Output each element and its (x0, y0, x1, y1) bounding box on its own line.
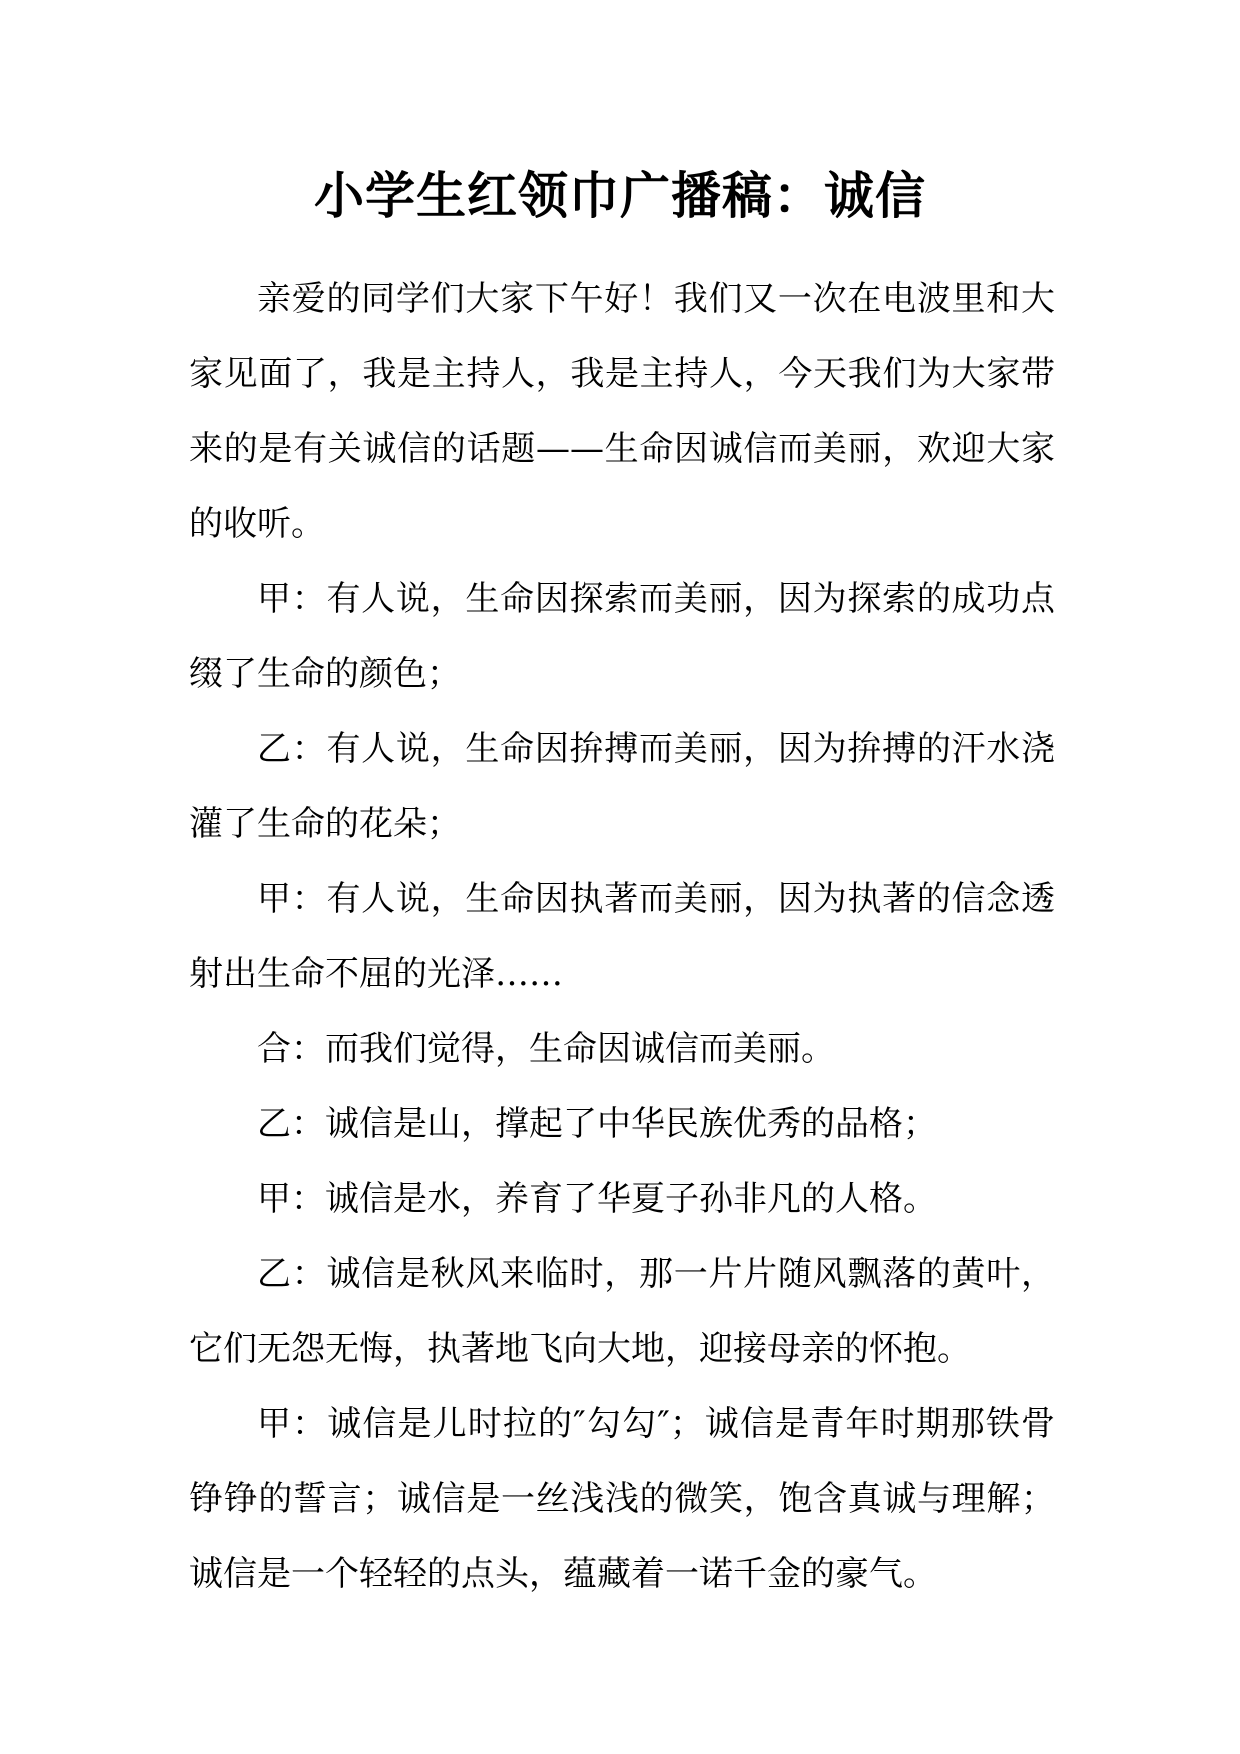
paragraph-yi-struggle: 乙：有人说，生命因拚搏而美丽，因为拚搏的汗水浇灌了生命的花朵； (189, 729, 1055, 844)
document-body (189, 262, 1055, 1612)
paragraph-yi-autumn-wind: 乙：诚信是秋风来临时，那一片片随风飘落的黄叶，它们无怨无悔，执著地飞向大地，迎接母亲的怀抱。 (189, 1254, 1055, 1369)
document-title: 小学生红领巾广播稿：诚信 (314, 166, 926, 225)
paragraph-together: 合：而我们觉得，生命因诚信而美丽。 (257, 1029, 835, 1069)
paragraph-jia-childhood: 甲：诚信是儿时拉的″勾勾″；诚信是青年时期那铁骨铮铮的誓言；诚信是一丝浅浅的微笑，饱含真诚与理解；诚信是一个轻轻的点头，蕴藏着一诺千金的豪气。 (189, 1404, 1055, 1594)
paragraph-jia-water: 甲：诚信是水，养育了华夏子孙非凡的人格。 (257, 1179, 937, 1219)
paragraph-jia-persistence: 甲：有人说，生命因执著而美丽，因为执著的信念透射出生命不屈的光泽…… (189, 879, 1055, 994)
paragraph-yi-mountain: 乙：诚信是山，撑起了中华民族优秀的品格； (257, 1104, 937, 1144)
paragraph-intro: 亲爱的同学们大家下午好！我们又一次在电波里和大家见面了，我是主持人，我是主持人，今天我们为大家带来的是有关诚信的话题——生命因诚信而美丽，欢迎大家的收听。 (189, 279, 1055, 544)
paragraph-jia-exploration: 甲：有人说，生命因探索而美丽，因为探索的成功点缀了生命的颜色； (189, 579, 1055, 694)
